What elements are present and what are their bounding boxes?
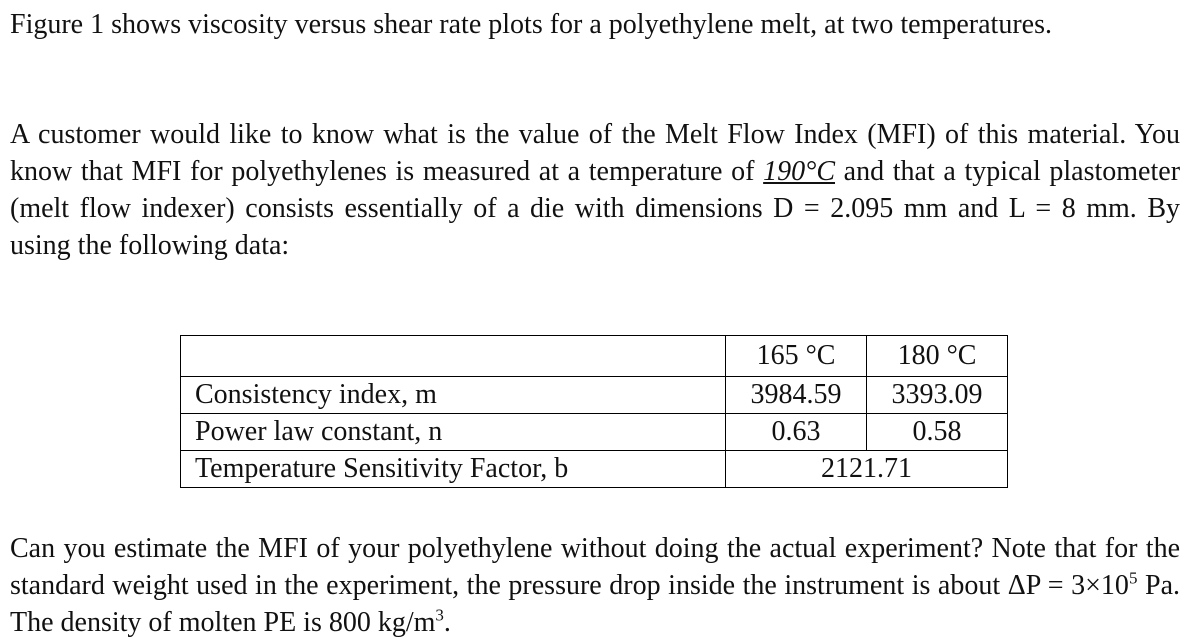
table-cell-n-180: 0.58 [867,414,1008,451]
paragraph-3-text-end: . [443,607,451,638]
table-row [181,377,1008,414]
table-cell-m-180: 3393.09 [867,377,1008,414]
paragraph-1-text: Figure 1 shows viscosity versus shear rate plots for a polyethylene melt, at two temperatures. [10,9,1052,40]
table-header-row [181,336,1008,377]
table-cell-b-merged: 2121.71 [726,451,1008,488]
table-row [181,414,1008,451]
material-data-table [180,335,1008,488]
paragraph-figure-description [10,6,1180,43]
pressure-exponent: 5 [1128,568,1138,588]
density-unit-exponent: 3 [435,605,444,625]
paragraph-2-text-end: and that a typical plastometer (melt flow indexer) consists essentially of a die with dimensions D = 2.095 mm and L = 8 mm. By using the following data: [10,156,1181,261]
table-cell-n-165: 0.63 [726,414,867,451]
paragraph-3-text-start: Can you estimate the MFI of your polyethylene without doing the actual experiment? Note that for the standard weight used in the experiment, the pressure drop inside the instrument is about ΔP = 3×10 [10,533,1180,601]
mfi-temperature: 190°C [763,156,836,187]
table-row-label-consistency: Consistency index, m [181,377,726,414]
paragraph-2-text-start: A customer would like to know what is the value of the Melt Flow Index (MFI) of this material. You know that MFI for polyethylenes is measured at a temperature of [10,119,1180,187]
table-row [181,451,1008,488]
table-cell-m-165: 3984.59 [726,377,867,414]
paragraph-customer-question [10,116,1180,264]
paragraph-3-text-middle: Pa. The density of molten PE is 800 kg/m [10,570,1180,638]
table-header-180: 180 °C [867,336,1008,377]
table-row-label-power-law: Power law constant, n [181,414,726,451]
table-header-165: 165 °C [726,336,867,377]
table-header-empty-cell [181,336,726,377]
table-row-label-temperature-sensitivity: Temperature Sensitivity Factor, b [181,451,726,488]
paragraph-estimate-question [10,530,1180,641]
